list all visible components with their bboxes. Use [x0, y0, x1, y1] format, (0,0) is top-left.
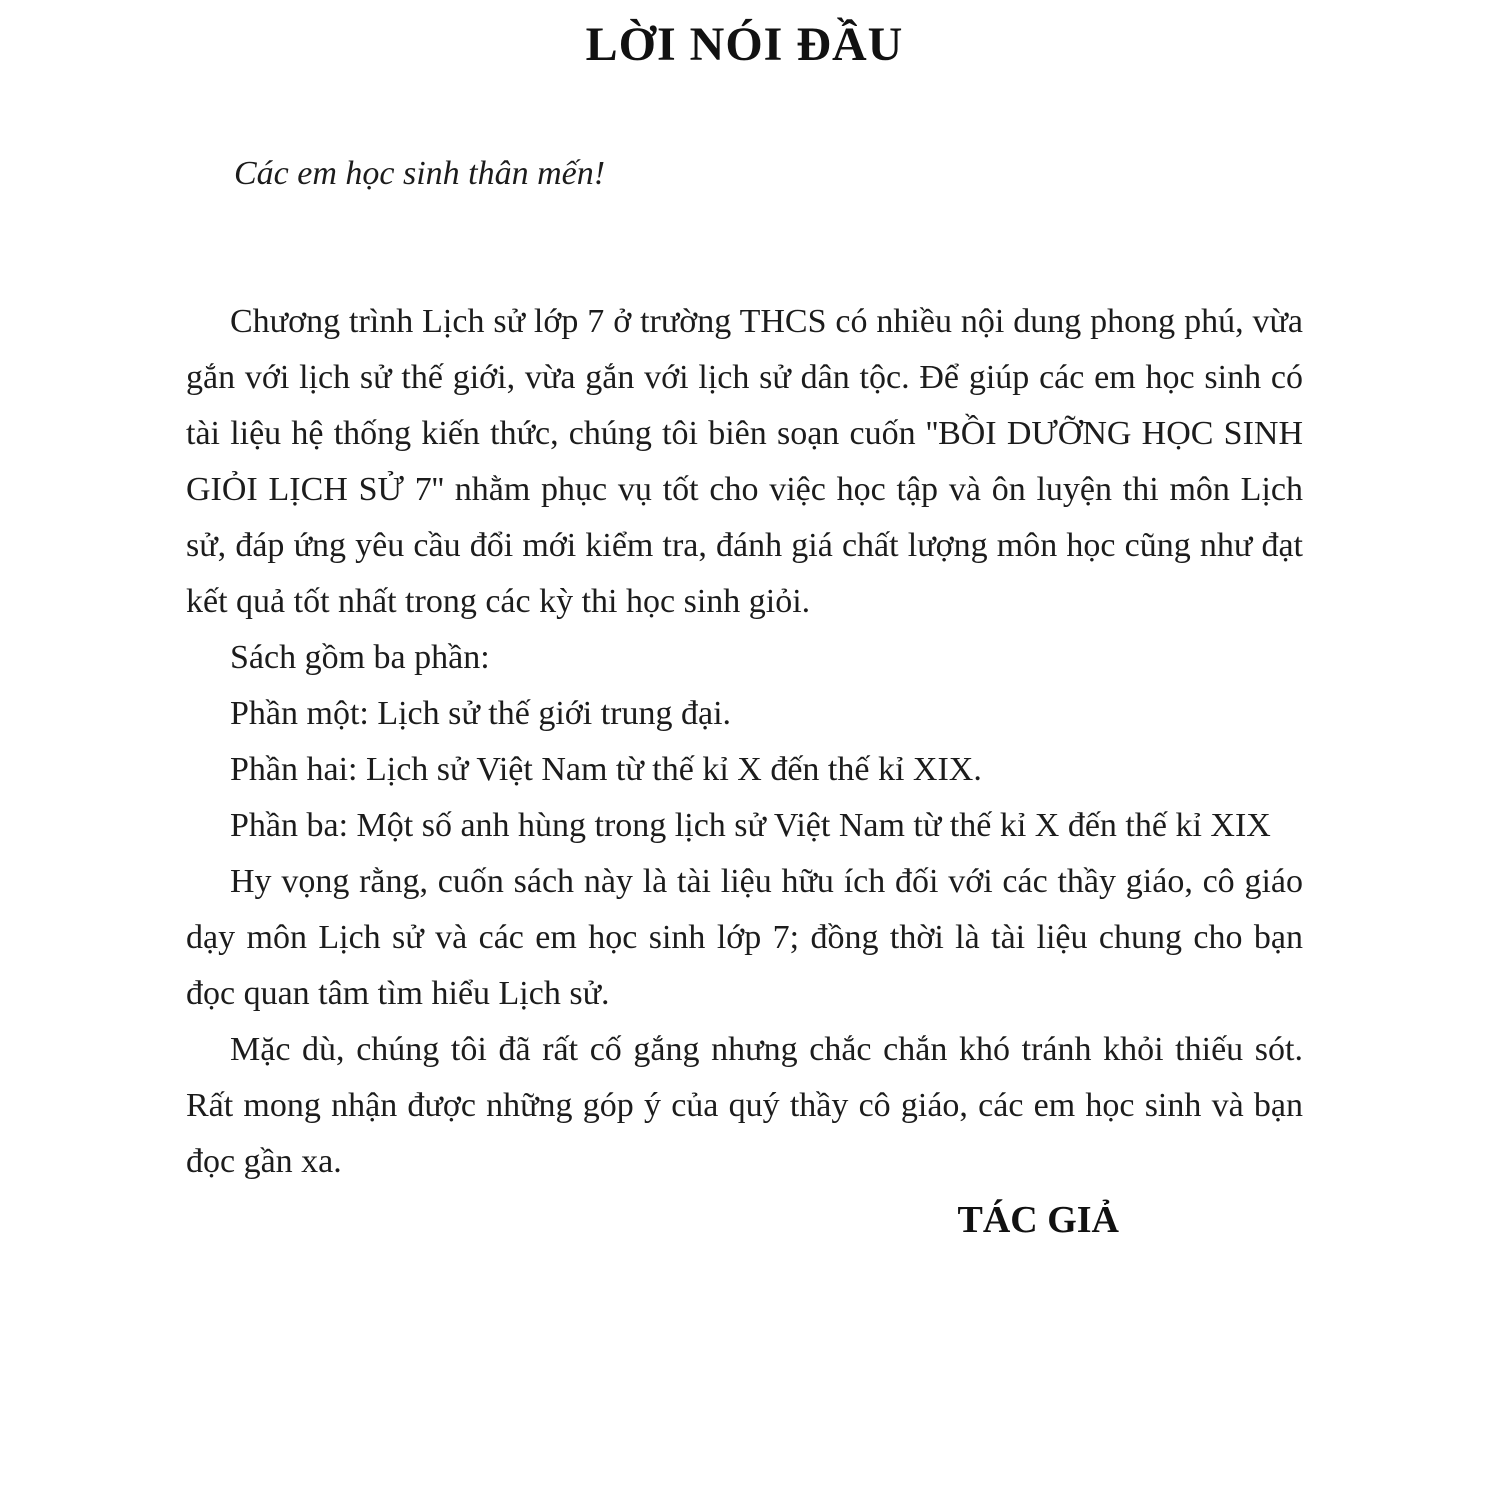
paragraph-hope: Hy vọng rằng, cuốn sách này là tài liệu hữu ích đối với các thầy giáo, cô giáo dạy môn Lịch sử và các em học sinh lớp 7; đồng thời là tài liệu chung cho bạn đọc quan tâm tìm hiểu Lịch sử. [186, 862, 1303, 1012]
author-signature: TÁC GIẢ [957, 1198, 1119, 1241]
document-body [0, 146, 1489, 1250]
greeting-line: Các em học sinh thân mến! [234, 154, 606, 192]
paragraph-part-two: Phần hai: Lịch sử Việt Nam từ thế kỉ X đến thế kỉ XIX. [230, 750, 982, 788]
page-title: LỜI NÓI ĐẦU [585, 18, 904, 71]
paragraph-part-one: Phần một: Lịch sử thế giới trung đại. [230, 694, 732, 732]
paragraph-intro: Chương trình Lịch sử lớp 7 ở trường THCS có nhiều nội dung phong phú, vừa gắn với lịch sử thế giới, vừa gắn với lịch sử dân tộc. Để giúp các em học sinh có tài liệu hệ thống kiến thức, chúng tôi biên soạn cuốn ''BỒI DƯỠNG HỌC SINH GIỎI LỊCH SỬ 7'' nhằm phục vụ tốt cho việc học tập và ôn luyện thi môn Lịch sử, đáp ứng yêu cầu đổi mới kiểm tra, đánh giá chất lượng môn học cũng như đạt kết quả tốt nhất trong các kỳ thi học sinh giỏi. [186, 302, 1303, 620]
paragraph-contents-intro: Sách gồm ba phần: [230, 638, 490, 676]
paragraph-apology: Mặc dù, chúng tôi đã rất cố gắng nhưng chắc chắn khó tránh khỏi thiếu sót. Rất mong nhận được những góp ý của quý thầy cô giáo, các em học sinh và bạn đọc gần xa. [186, 1030, 1303, 1180]
paragraph-part-three: Phần ba: Một số anh hùng trong lịch sử Việt Nam từ thế kỉ X đến thế kỉ XIX [230, 806, 1271, 844]
